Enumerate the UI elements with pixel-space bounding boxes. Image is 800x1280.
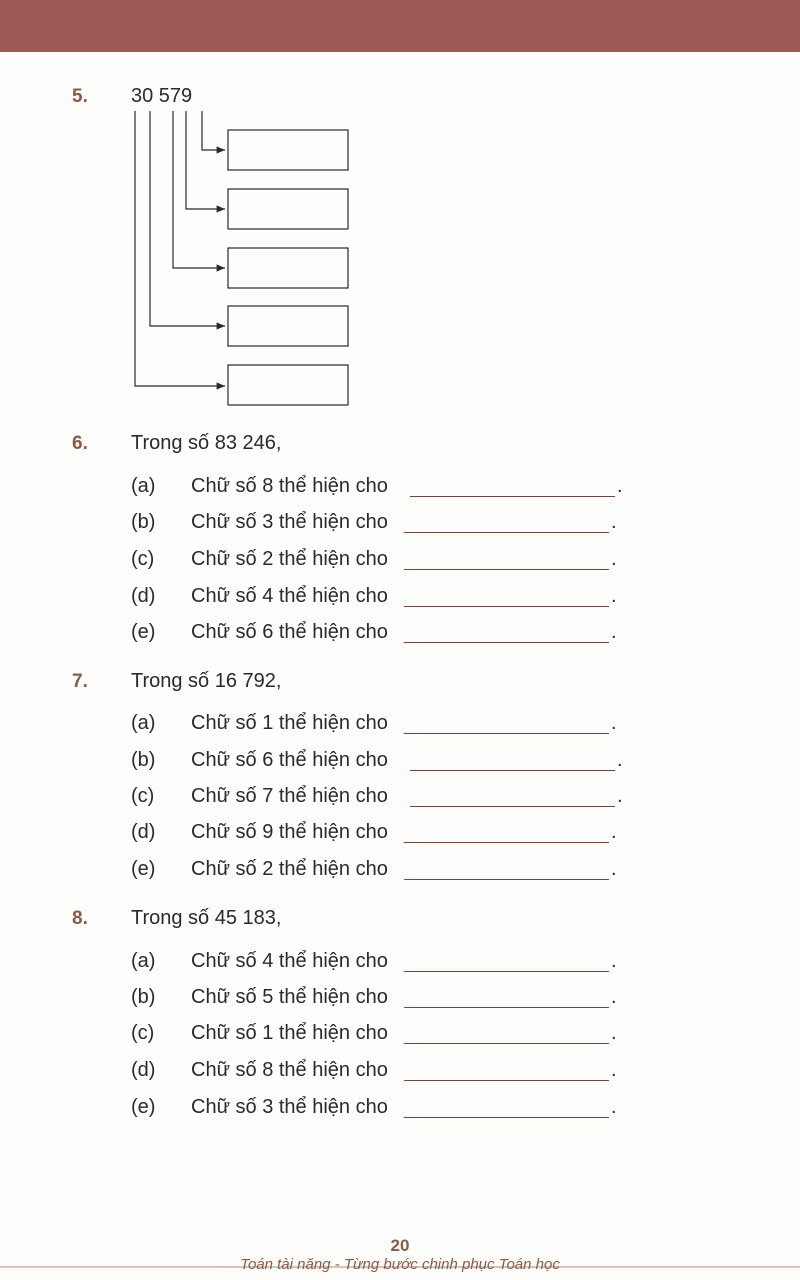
answer-line[interactable] (404, 1007, 609, 1008)
answer-line[interactable] (404, 1043, 609, 1044)
question-6-item-d (131, 585, 631, 611)
question-7-item-e (131, 858, 631, 884)
question-5-number-value: 30 579 (131, 85, 193, 107)
question-8-item-b (131, 986, 631, 1012)
item-letter: (a) (131, 712, 156, 734)
item-text: Chữ số 6 thể hiện cho (191, 621, 388, 643)
connector-digit-3 (135, 111, 225, 386)
item-letter: (a) (131, 475, 156, 497)
question-6-item-e (131, 621, 631, 647)
question-number-7: 7. (72, 671, 88, 692)
answer-line[interactable] (410, 496, 615, 497)
book-title-footer: Toán tài năng - Từng bước chinh phục Toán học (240, 1256, 560, 1273)
item-text: Chữ số 1 thể hiện cho (191, 1022, 388, 1044)
answer-box-2 (228, 189, 348, 229)
period: . (611, 986, 617, 1008)
answer-line[interactable] (404, 1080, 609, 1081)
period: . (611, 821, 617, 843)
answer-line[interactable] (404, 606, 609, 607)
answer-line[interactable] (404, 532, 609, 533)
item-text: Chữ số 3 thể hiện cho (191, 511, 388, 533)
item-text: Chữ số 6 thể hiện cho (191, 749, 388, 771)
question-7-prompt: Trong số 16 792, (131, 670, 282, 692)
item-text: Chữ số 1 thể hiện cho (191, 712, 388, 734)
answer-box-4 (228, 306, 348, 346)
question-number-5: 5. (72, 86, 88, 107)
period: . (611, 585, 617, 607)
item-letter: (c) (131, 548, 155, 570)
item-text: Chữ số 9 thể hiện cho (191, 821, 388, 843)
question-7-item-a (131, 712, 631, 738)
answer-line[interactable] (404, 569, 609, 570)
item-text: Chữ số 7 thể hiện cho (191, 785, 388, 807)
question-8-prompt: Trong số 45 183, (131, 907, 282, 929)
item-letter: (e) (131, 621, 156, 643)
answer-line[interactable] (410, 806, 615, 807)
question-6-item-b (131, 511, 631, 537)
period: . (617, 475, 623, 497)
connector-digit-0 (150, 111, 225, 326)
item-letter: (d) (131, 1059, 156, 1081)
period: . (611, 621, 617, 643)
answer-line[interactable] (410, 770, 615, 771)
item-text: Chữ số 5 thể hiện cho (191, 986, 388, 1008)
period: . (611, 950, 617, 972)
question-7-item-c (131, 785, 631, 811)
period: . (611, 548, 617, 570)
period: . (611, 712, 617, 734)
item-text: Chữ số 8 thể hiện cho (191, 1059, 388, 1081)
question-7-item-b (131, 749, 631, 775)
item-letter: (c) (131, 1022, 155, 1044)
item-letter: (e) (131, 1096, 156, 1118)
question-6-item-c (131, 548, 631, 574)
answer-box-3 (228, 248, 348, 288)
item-letter: (b) (131, 511, 156, 533)
period: . (611, 511, 617, 533)
connector-digit-9 (202, 111, 225, 150)
answer-line[interactable] (404, 642, 609, 643)
page-number: 20 (390, 1236, 410, 1255)
answer-box-1 (228, 130, 348, 170)
question-7-item-d (131, 821, 631, 847)
question-8-item-e (131, 1096, 631, 1122)
item-text: Chữ số 8 thể hiện cho (191, 475, 388, 497)
period: . (617, 785, 623, 807)
question-8-item-a (131, 950, 631, 976)
question-8-item-d (131, 1059, 631, 1085)
item-text: Chữ số 2 thể hiện cho (191, 858, 388, 880)
item-text: Chữ số 4 thể hiện cho (191, 585, 388, 607)
item-letter: (e) (131, 858, 156, 880)
item-letter: (b) (131, 749, 156, 771)
item-text: Chữ số 4 thể hiện cho (191, 950, 388, 972)
item-letter: (a) (131, 950, 156, 972)
answer-box-5 (228, 365, 348, 405)
question-number-8: 8. (72, 908, 88, 929)
period: . (611, 1096, 617, 1118)
item-text: Chữ số 2 thể hiện cho (191, 548, 388, 570)
period: . (611, 858, 617, 880)
answer-line[interactable] (404, 971, 609, 972)
item-letter: (d) (131, 585, 156, 607)
question-8-item-c (131, 1022, 631, 1048)
place-value-diagram (0, 0, 800, 420)
question-number-6: 6. (72, 433, 88, 454)
connector-digit-5 (173, 111, 225, 268)
connector-digit-7 (186, 111, 225, 209)
answer-line[interactable] (404, 879, 609, 880)
item-text: Chữ số 3 thể hiện cho (191, 1096, 388, 1118)
answer-line[interactable] (404, 733, 609, 734)
answer-line[interactable] (404, 1117, 609, 1118)
period: . (611, 1059, 617, 1081)
question-6-item-a (131, 475, 631, 501)
period: . (617, 749, 623, 771)
item-letter: (b) (131, 986, 156, 1008)
period: . (611, 1022, 617, 1044)
item-letter: (d) (131, 821, 156, 843)
answer-line[interactable] (404, 842, 609, 843)
item-letter: (c) (131, 785, 155, 807)
question-6-prompt: Trong số 83 246, (131, 432, 282, 454)
